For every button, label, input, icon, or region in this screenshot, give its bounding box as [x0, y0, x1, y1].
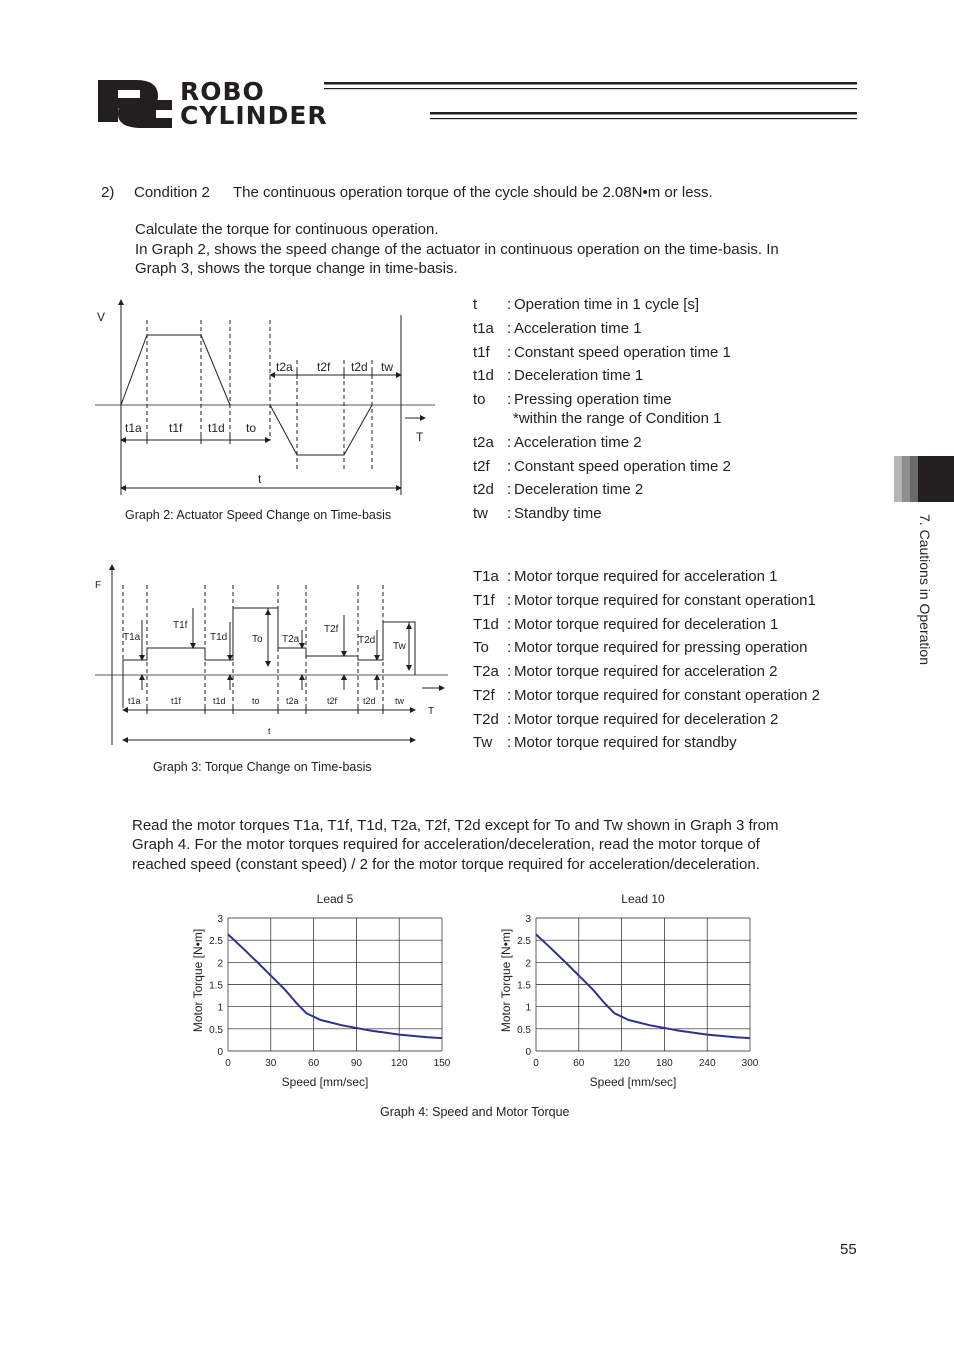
chart-lead5: [185, 885, 475, 1095]
y-tick-label: 3: [525, 914, 531, 925]
g2-tw: tw: [381, 360, 393, 374]
g3-T2d: T2d: [358, 635, 376, 646]
graph4-caption: Graph 4: Speed and Motor Torque: [380, 1105, 570, 1119]
para2-line3: reached speed (constant speed) / 2 for the motor torque required for acceleration/deceleration.: [132, 856, 760, 873]
x-tick-label: 0: [533, 1058, 539, 1069]
g3-T1f: T1f: [173, 620, 188, 631]
x-tick-label: 300: [741, 1058, 759, 1069]
g3-axis-f: F: [95, 580, 102, 591]
legend1-desc: Deceleration time 2: [514, 481, 644, 498]
g2-t1f: t1f: [169, 421, 183, 435]
y-tick-label: 3: [217, 914, 223, 925]
g3-t1d: t1d: [213, 696, 226, 706]
rc-logo-icon: [96, 74, 866, 134]
g2-axis-t: T: [416, 430, 424, 444]
y-tick-label: 1.5: [517, 980, 531, 992]
legend2-desc: Motor torque required for standby: [514, 734, 737, 751]
y-tick-label: 2.5: [209, 936, 223, 948]
legend2-desc: Motor torque required for constant operation 2: [514, 687, 821, 704]
g2-t1a: t1a: [125, 421, 142, 435]
legend2-desc: Motor torque required for constant operation1: [514, 592, 816, 609]
y-tick-label: 0: [217, 1047, 223, 1058]
legend2-desc: Motor torque required for deceleration 2: [514, 711, 779, 728]
graph2-caption: Graph 2: Actuator Speed Change on Time-basis: [125, 508, 392, 522]
g3-total: t: [268, 726, 271, 736]
legend1-sym: t: [473, 296, 478, 313]
para2-line1: Read the motor torques T1a, T1f, T1d, T2a, T2f, T2d except for To and Tw shown in Graph 3 from: [132, 817, 779, 834]
legend1-sym: tw: [473, 505, 488, 522]
y-tick-label: 1: [525, 1002, 531, 1014]
condition-text: The continuous operation torque of the cycle should be 2.08N•m or less.: [233, 184, 713, 201]
x-tick-label: 90: [350, 1058, 362, 1069]
x-tick-label: 120: [613, 1058, 630, 1069]
legend1-sym: t2f: [473, 458, 490, 475]
x-tick-label: 150: [433, 1058, 451, 1069]
g3-to: to: [252, 696, 260, 706]
legend2-desc: Motor torque required for pressing operation: [514, 639, 808, 656]
condition-label: Condition 2: [134, 184, 210, 201]
legend2-sym: T2f: [473, 687, 495, 704]
y-tick-label: 2: [217, 958, 223, 970]
x-axis-label: Speed [mm/sec]: [281, 1075, 369, 1089]
para2-line2: Graph 4. For the motor torques required for acceleration/deceleration, read the motor torque of: [132, 836, 760, 853]
g3-T1a: T1a: [123, 632, 141, 643]
g3-t2d: t2d: [363, 696, 376, 706]
x-tick-label: 120: [390, 1058, 408, 1069]
logo-line2: CYLINDER: [180, 101, 328, 130]
g2-t2d: t2d: [351, 360, 368, 374]
legend1-sym: t2d: [473, 481, 494, 498]
g3-To: To: [252, 634, 263, 645]
g3-t2a: t2a: [286, 696, 299, 706]
legend2-sym: T1f: [473, 592, 495, 609]
g3-tw: tw: [395, 696, 404, 706]
y-axis-label: Motor Torque [N•m]: [499, 928, 513, 1033]
legend1-sym: t1d: [473, 367, 494, 384]
legend2-sym: T2d: [473, 711, 499, 728]
y-tick-label: 2.5: [517, 936, 531, 948]
legend2-desc: Motor torque required for acceleration 1: [514, 568, 778, 585]
legend2-sym: T2a: [473, 663, 499, 680]
y-tick-label: 0: [525, 1047, 531, 1058]
y-tick-label: 1.5: [209, 980, 223, 992]
g3-t2f: t2f: [327, 696, 338, 706]
legend1-desc: Acceleration time 2: [514, 434, 642, 451]
intro-p2b: Graph 3, shows the torque change in time-basis.: [135, 260, 458, 277]
legend1-sym: t1f: [473, 344, 490, 361]
page-number: 55: [840, 1241, 857, 1258]
graph2-speed-diagram: [90, 290, 450, 510]
y-tick-label: 0.5: [209, 1024, 223, 1036]
legend1-desc: Deceleration time 1: [514, 367, 644, 384]
y-tick-label: 0.5: [517, 1024, 531, 1036]
chart-title: Lead 10: [621, 892, 665, 906]
logo-line1: ROBO: [180, 77, 265, 106]
legend2-sym: To: [473, 639, 489, 656]
x-tick-label: 30: [265, 1058, 277, 1069]
g3-t1f: t1f: [171, 696, 182, 706]
side-tab: [894, 456, 954, 502]
intro-p2a: In Graph 2, shows the speed change of the actuator in continuous operation on the time-basis. In: [135, 241, 779, 258]
g3-t1a: t1a: [128, 696, 141, 706]
g2-t1d: t1d: [208, 421, 225, 435]
legend1-desc: Constant speed operation time 1: [514, 344, 731, 361]
y-tick-label: 1: [217, 1002, 223, 1014]
g2-axis-v: V: [97, 310, 106, 324]
x-tick-label: 180: [656, 1058, 673, 1069]
x-tick-label: 240: [698, 1058, 716, 1069]
y-tick-label: 2: [525, 958, 531, 970]
torque-curve: [536, 934, 750, 1038]
legend2-sym: T1d: [473, 616, 499, 633]
g2-t2f: t2f: [317, 360, 331, 374]
chart-lead10: [493, 885, 783, 1095]
legend1-desc: Pressing operation time: [514, 391, 672, 408]
g2-total: t: [258, 472, 262, 486]
legend2-sym: T1a: [473, 568, 499, 585]
legend1-sym: t1a: [473, 320, 494, 337]
x-tick-label: 60: [308, 1058, 320, 1069]
header-logo: [96, 74, 866, 134]
legend2-desc: Motor torque required for deceleration 1: [514, 616, 779, 633]
graph3-torque-diagram: [90, 560, 455, 755]
legend1-sym: t2a: [473, 434, 494, 451]
graph3-caption: Graph 3: Torque Change on Time-basis: [153, 760, 372, 774]
y-axis-label: Motor Torque [N•m]: [191, 928, 205, 1033]
legend1-note: *within the range of Condition 1: [513, 410, 722, 427]
chart-title: Lead 5: [316, 892, 354, 906]
legend1-desc: Constant speed operation time 2: [514, 458, 731, 475]
legend1-desc: Standby time: [514, 505, 602, 522]
side-tab-label: 7. Cautions in Operation: [917, 514, 933, 665]
item-number: 2): [101, 184, 115, 201]
legend1-desc: Operation time in 1 cycle [s]: [514, 296, 700, 313]
legend2-sym: Tw: [473, 734, 493, 751]
x-axis-label: Speed [mm/sec]: [589, 1075, 677, 1089]
x-tick-label: 0: [225, 1058, 231, 1069]
g2-to: to: [246, 421, 257, 435]
g3-axis-t: T: [428, 706, 435, 717]
g3-Tw: Tw: [393, 641, 406, 652]
x-tick-label: 60: [573, 1058, 585, 1069]
legend1-sym: to: [473, 391, 486, 408]
g3-T2a: T2a: [282, 634, 300, 645]
g2-t2a: t2a: [276, 360, 293, 374]
g3-T2f: T2f: [324, 624, 339, 635]
legend2-desc: Motor torque required for acceleration 2: [514, 663, 778, 680]
g3-T1d: T1d: [210, 632, 228, 643]
legend1-desc: Acceleration time 1: [514, 320, 642, 337]
intro-p1: Calculate the torque for continuous operation.: [135, 221, 439, 238]
torque-curve: [228, 934, 442, 1038]
